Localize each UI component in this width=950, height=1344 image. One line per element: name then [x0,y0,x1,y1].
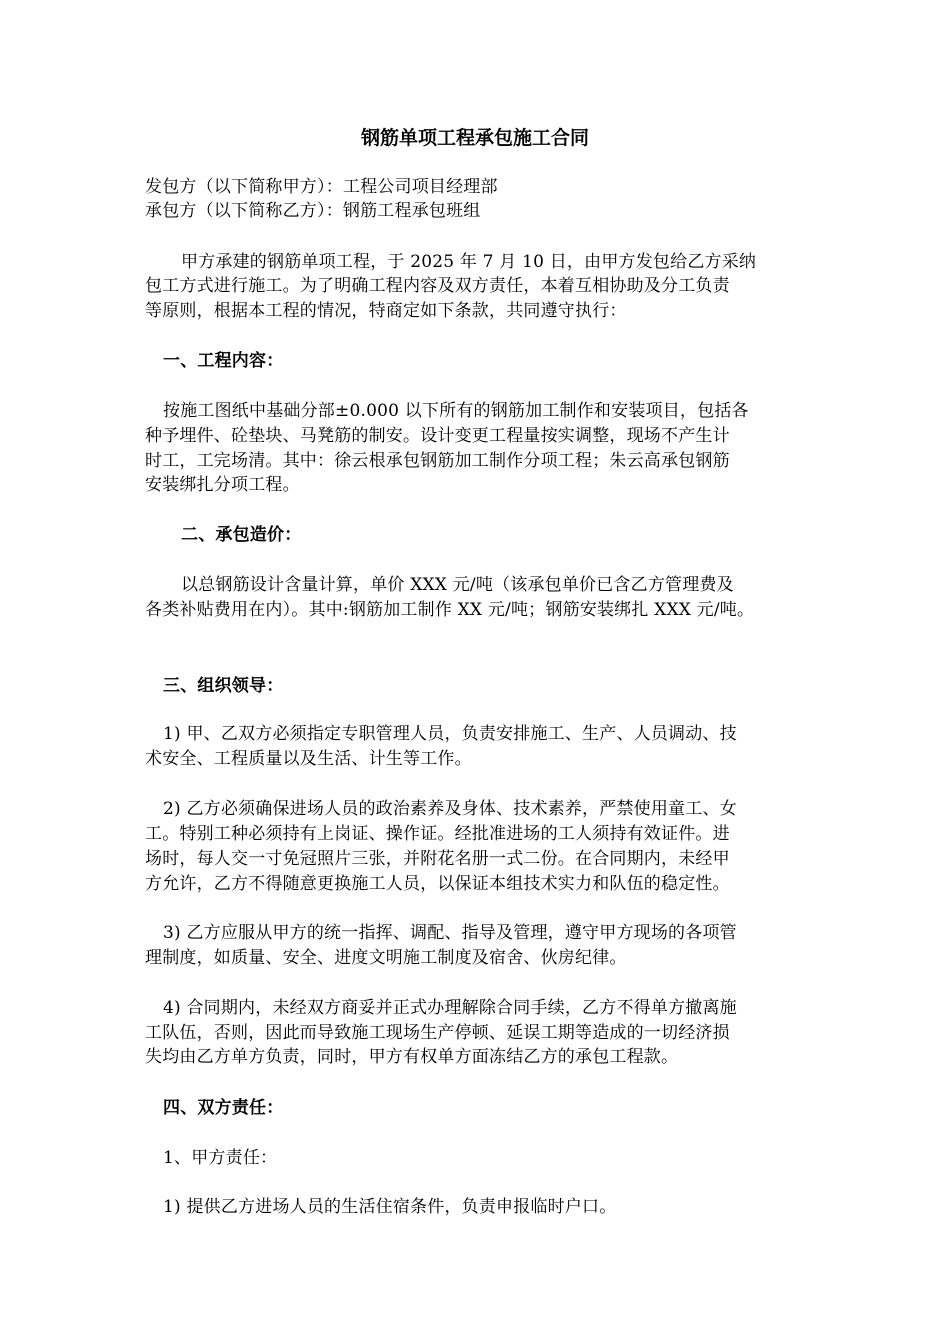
section-1-line-2: 种予埋件、砼垫块、马凳筋的制安。设计变更工程量按实调整，现场不产生计 [145,426,730,446]
party-a-line: 发包方（以下简称甲方）：工程公司项目经理部 [145,177,498,197]
section-3-item-2-line-4: 方允许，乙方不得随意更换施工人员，以保证本组技术实力和队伍的稳定性。 [145,874,730,894]
section-3-item-2-line-2: 工。特别工种必须持有上岗证、操作证。经批准进场的工人须持有效证件。进 [145,824,730,844]
section-3-item-2-line-1: 2) 乙方必须确保进场人员的政治素养及身体、技术素养，严禁使用童工、女 [163,799,737,819]
intro-line-1: 甲方承建的钢筋单项工程，于 2025 年 7 月 10 日，由甲方发包给乙方采纳 [181,252,757,272]
intro-line-2: 包工方式进行施工。为了明确工程内容及双方责任，本着互相协助及分工负责 [145,276,730,296]
section-1-line-1: 按施工图纸中基础分部±0.000 以下所有的钢筋加工制作和安装项目，包括各 [163,401,749,421]
section-2-line-1: 以总钢筋设计含量计算，单价 XXX 元/吨（该承包单价已含乙方管理费及 [181,575,734,595]
section-3-item-3-line-2: 理制度，如质量、安全、进度文明施工制度及宿舍、伙房纪律。 [145,948,627,968]
intro-line-3: 等原则，根据本工程的情况，特商定如下条款，共同遵守执行： [145,301,627,321]
section-1-line-3: 时工，工完场清。其中：徐云根承包钢筋加工制作分项工程；朱云高承包钢筋 [145,451,730,471]
section-4-item-1: 1) 提供乙方进场人员的生活住宿条件，负责申报临时户口。 [163,1197,617,1217]
section-2-heading: 二、承包造价： [181,525,302,545]
section-4-heading: 四、双方责任： [163,1098,284,1118]
section-3-item-2-line-3: 场时，每人交一寸免冠照片三张，并附花名册一式二份。在合同期内，未经甲 [145,849,730,869]
section-3-item-4-line-2: 工队伍，否则，因此而导致施工现场生产停顿、延误工期等造成的一切经济损 [145,1023,730,1043]
contract-title: 钢筋单项工程承包施工合同 [360,127,589,149]
section-1-line-4: 安装绑扎分项工程。 [145,475,300,495]
section-3-item-1-line-2: 术安全、工程质量以及生活、计生等工作。 [145,749,472,769]
section-3-item-4-line-1: 4) 合同期内，未经双方商妥并正式办理解除合同手续，乙方不得单方撤离施 [163,998,737,1018]
section-4-sub-1: 1、甲方责任： [163,1148,278,1168]
section-3-item-4-line-3: 失均由乙方单方负责，同时，甲方有权单方面冻结乙方的承包工程款。 [145,1047,679,1067]
party-b-line: 承包方（以下简称乙方）：钢筋工程承包班组 [145,201,481,221]
section-3-heading: 三、组织领导： [163,676,284,696]
section-1-heading: 一、工程内容： [163,351,284,371]
section-3-item-3-line-1: 3) 乙方应服从甲方的统一指挥、调配、指导及管理，遵守甲方现场的各项管 [163,923,737,943]
section-3-item-1-line-1: 1) 甲、乙双方必须指定专职管理人员，负责安排施工、生产、人员调动、技 [163,724,737,744]
section-2-line-2: 各类补贴费用在内）。其中:钢筋加工制作 XX 元/吨；钢筋安装绑扎 XXX 元/吨。 [145,600,755,620]
